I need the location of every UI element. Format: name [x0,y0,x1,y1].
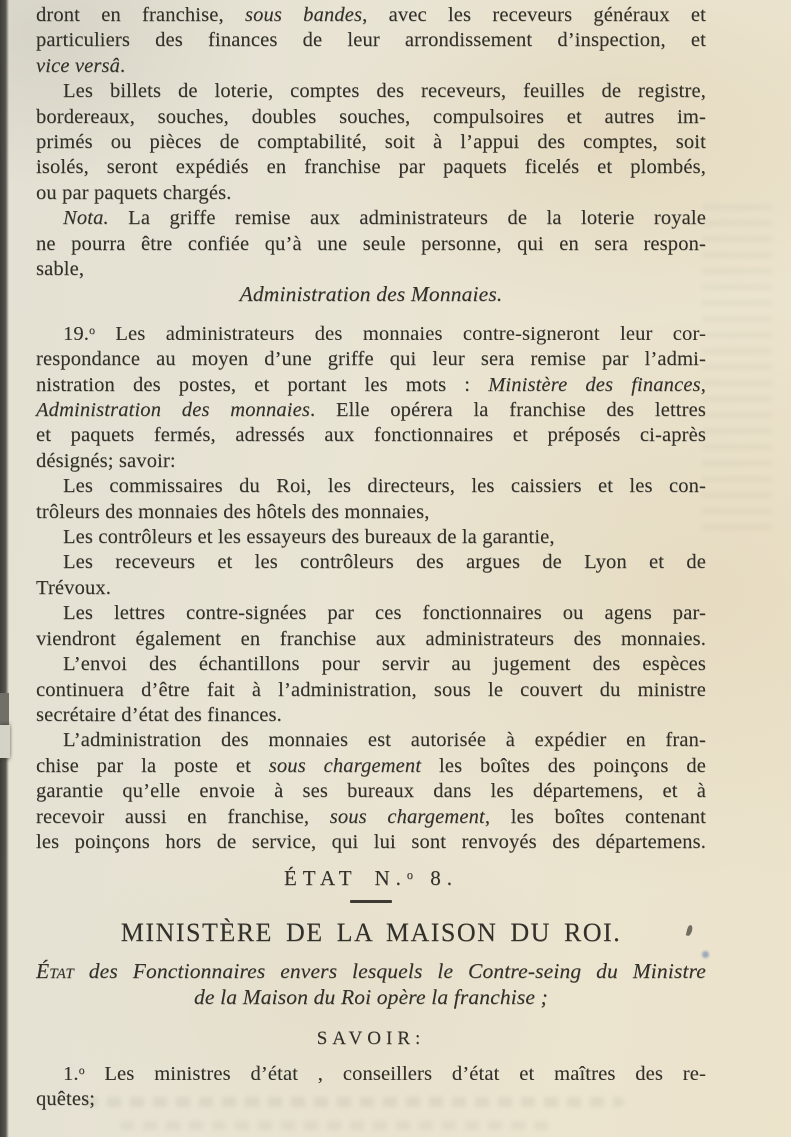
text-line: respondance au moyen d’une griffe qui leur sera remise par l’admi- [36,348,706,371]
text-line: Nota. La griffe remise aux administrateurs de la loterie royale [63,207,706,230]
heading-etat-n8 [36,863,706,891]
text-line: ne pourra être confiée qu’à une seule personne, qui en sera respon- [36,232,706,255]
text-line: et paquets fermés, adressés aux fonctionnaires et préposés ci-après [36,424,706,447]
text-line: chise par la poste et sous chargement les boîtes des poinçons de [36,754,706,777]
para-envoi-echantillons [36,652,706,728]
text-line: bordereaux, souches, doubles souches, compulsoires et autres im- [36,105,706,128]
para-receveurs-argues [36,550,706,601]
text-line: 1.$^o$ Les ministres d’état , conseillers d’état et maîtres des re- [63,1062,706,1085]
text-line: particuliers des finances de leur arrondissement d’inspection, et [36,29,706,52]
text-line: vice versâ. [36,54,126,77]
heading-savoir [36,1026,706,1051]
text-line: L’administration des monnaies est autorisée à expédier en fran- [63,729,706,752]
text-line: Les receveurs et les contrôleurs des argues de Lyon et de [63,551,706,574]
text-line: secrétaire d’état des finances. [36,703,282,726]
text-line: L’envoi des échantillons pour servir au jugement des espèces [63,653,706,676]
para-controleurs-garantie [36,525,706,550]
heading-administration-monnaies [36,282,706,307]
text-line: Les contrôleurs et les essayeurs des bureaux de la garantie, [63,526,555,549]
text-line: garantie qu’elle envoie à ses bureaux dans les départemens, et à [36,780,706,803]
bleed-through-line [84,1097,624,1107]
blue-speck [702,951,709,958]
text-line: trôleurs des monnaies des hôtels des monnaies, [36,500,430,523]
para-19-administrateurs [36,318,706,474]
bleed-through-column [702,200,772,530]
scan-edge-light-gray [0,693,9,725]
text-line: Les billets de loterie, comptes des receveurs, feuilles de registre, [63,80,706,103]
text-line: ÉTAT N.$^o$ 8. [283,866,459,891]
text-line: de la Maison du Roi opère la franchise ; [194,985,548,1010]
para-nota-griffe [36,206,706,282]
text-line: Administration des monnaies. Elle opérera la franchise des lettres [36,399,706,422]
text-line: Les commissaires du Roi, les directeurs, les caissiers et les con- [63,475,706,498]
text-line: viendront également en franchise aux administrateurs des monnaies. [36,627,706,650]
bleed-through-line [120,1121,550,1130]
text-line: SAVOIR: [316,1027,426,1049]
text-line: dront en franchise, sous bandes, avec les receveurs généraux et [36,4,706,26]
text-line: ou par paquets chargés. [36,181,232,204]
heading-ministere-maison-roi [36,916,706,950]
text-line: quêtes; [36,1088,96,1111]
section-rule [36,900,706,904]
text-line: MINISTÈRE DE LA MAISON DU ROI. [120,917,622,947]
para-commissaires-roi [36,474,706,525]
text-line: Les lettres contre-signées par ces fonctionnaires ou agens par- [63,602,706,625]
text-line: Administration des Monnaies. [239,282,503,307]
text-line: Trévoux. [36,576,112,599]
scan-edge-left [0,0,9,1137]
para-billets-loterie [36,79,706,206]
text-line: recevoir aussi en franchise, sous chargement, les boîtes contenant [36,805,706,828]
text-line: 19.$^o$ Les administrateurs des monnaies contre-signeront leur cor- [63,322,706,345]
text-line: les poinçons hors de service, qui lui sont renvoyés des départemens. [36,830,706,853]
horizontal-rule [350,900,392,904]
text-line: continuera d’être fait à l’administration, sous le couvert du ministre [36,678,706,701]
text-line: État des Fonctionnaires envers lesquels le Contre-seing du Ministre [36,958,706,983]
para-lettres-contresignees [36,601,706,652]
para-administration-autorisee [36,728,706,855]
subtitle-etat-fonctionnaires [36,958,706,1011]
para-receveurs-generaux [36,3,706,79]
text-line: isolés, seront expédiés en franchise par paquets ficelés et plombés, [36,156,706,179]
scan-edge-light-notch [0,725,10,758]
text-line: désignés; savoir: [36,449,176,472]
page-text [36,3,706,1113]
text-line: nistration des postes, et portant les mots : Ministère des finances, [36,373,706,396]
text-line: primés ou pièces de comptabilité, soit à l’appui des comptes, soit [36,131,706,154]
text-line: sable, [36,258,85,281]
